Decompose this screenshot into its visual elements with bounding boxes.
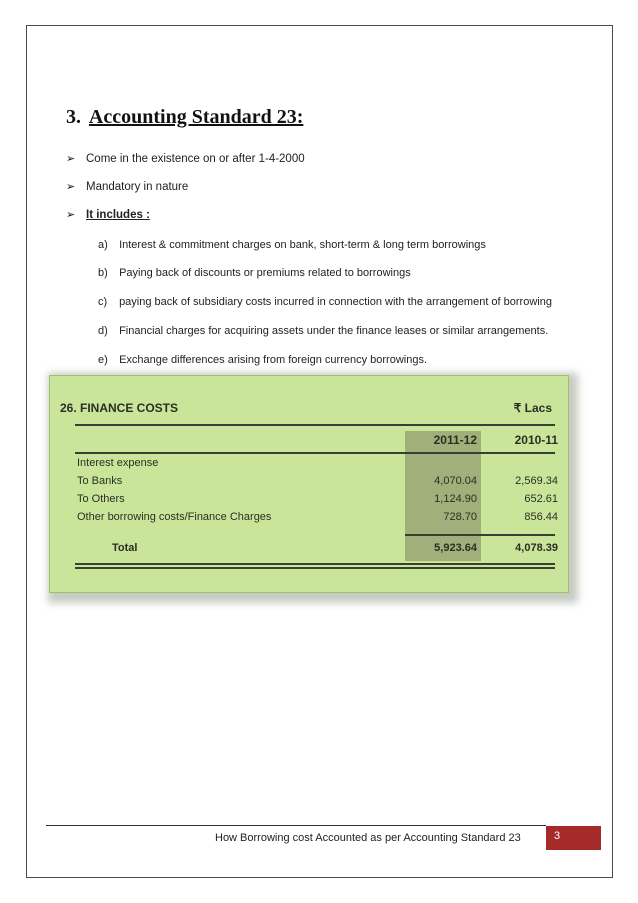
footer-rule bbox=[46, 825, 546, 826]
sub-item-text: Interest & commitment charges on bank, short-term & long term borrowings bbox=[119, 239, 486, 251]
column-header-2010: 2010-11 bbox=[514, 433, 558, 447]
sub-item-text: Financial charges for acquiring assets under the finance leases or similar arrangements. bbox=[119, 325, 549, 337]
row-label: To Banks bbox=[77, 475, 123, 487]
cell-2010: 856.44 bbox=[524, 511, 558, 523]
table-rule bbox=[75, 563, 555, 565]
table-rule bbox=[75, 567, 555, 569]
page-number-badge: 3 bbox=[546, 826, 601, 850]
bullet-item bbox=[66, 152, 305, 165]
sub-item-text: Paying back of discounts or premiums related to borrowings bbox=[119, 267, 411, 279]
heading-number: 3. bbox=[66, 106, 81, 128]
sub-item-letter: d) bbox=[98, 325, 108, 337]
sub-item bbox=[98, 296, 552, 308]
row-label: Other borrowing costs/Finance Charges bbox=[77, 511, 272, 523]
table-rule bbox=[405, 534, 555, 536]
cell-2011: 4,070.04 bbox=[434, 475, 477, 487]
footer-text: How Borrowing cost Accounted as per Accounting Standard 23 bbox=[215, 832, 521, 844]
sub-item bbox=[98, 239, 486, 251]
table-unit: ₹ Lacs bbox=[513, 401, 552, 415]
bullet-text: Mandatory in nature bbox=[86, 180, 189, 193]
bullet-text: It includes : bbox=[86, 208, 150, 221]
row-label: Interest expense bbox=[77, 457, 159, 469]
cell-2010: 2,569.34 bbox=[515, 475, 558, 487]
heading-title: Accounting Standard 23: bbox=[88, 106, 304, 128]
row-label: To Others bbox=[77, 493, 125, 505]
section-heading bbox=[66, 106, 303, 129]
arrow-bullet-icon: ➢ bbox=[66, 181, 76, 193]
column-header-2011: 2011-12 bbox=[433, 433, 477, 447]
sub-item-letter: e) bbox=[98, 354, 108, 366]
bullet-item bbox=[66, 180, 188, 193]
total-2011: 5,923.64 bbox=[434, 542, 477, 554]
table-rule bbox=[75, 452, 555, 454]
table-title: 26. FINANCE COSTS bbox=[60, 401, 179, 415]
sub-item bbox=[98, 267, 411, 279]
sub-item bbox=[98, 325, 548, 337]
arrow-bullet-icon: ➢ bbox=[66, 209, 76, 221]
total-2010: 4,078.39 bbox=[515, 542, 558, 554]
sub-item-text: paying back of subsidiary costs incurred in connection with the arrangement of borrowing bbox=[119, 296, 552, 308]
arrow-bullet-icon: ➢ bbox=[66, 153, 76, 165]
cell-2011: 728.70 bbox=[443, 511, 477, 523]
sub-item-letter: c) bbox=[98, 296, 108, 308]
sub-item-text: Exchange differences arising from foreign currency borrowings. bbox=[119, 354, 428, 366]
bullet-text: Come in the existence on or after 1-4-2000 bbox=[86, 152, 305, 165]
bullet-item bbox=[66, 208, 150, 221]
table-rule bbox=[75, 424, 555, 426]
total-label: Total bbox=[112, 542, 138, 554]
finance-costs-table bbox=[49, 375, 569, 593]
sub-item-letter: a) bbox=[98, 239, 108, 251]
cell-2010: 652.61 bbox=[524, 493, 558, 505]
sub-item bbox=[98, 354, 427, 366]
sub-item-letter: b) bbox=[98, 267, 108, 279]
cell-2011: 1,124.90 bbox=[434, 493, 477, 505]
